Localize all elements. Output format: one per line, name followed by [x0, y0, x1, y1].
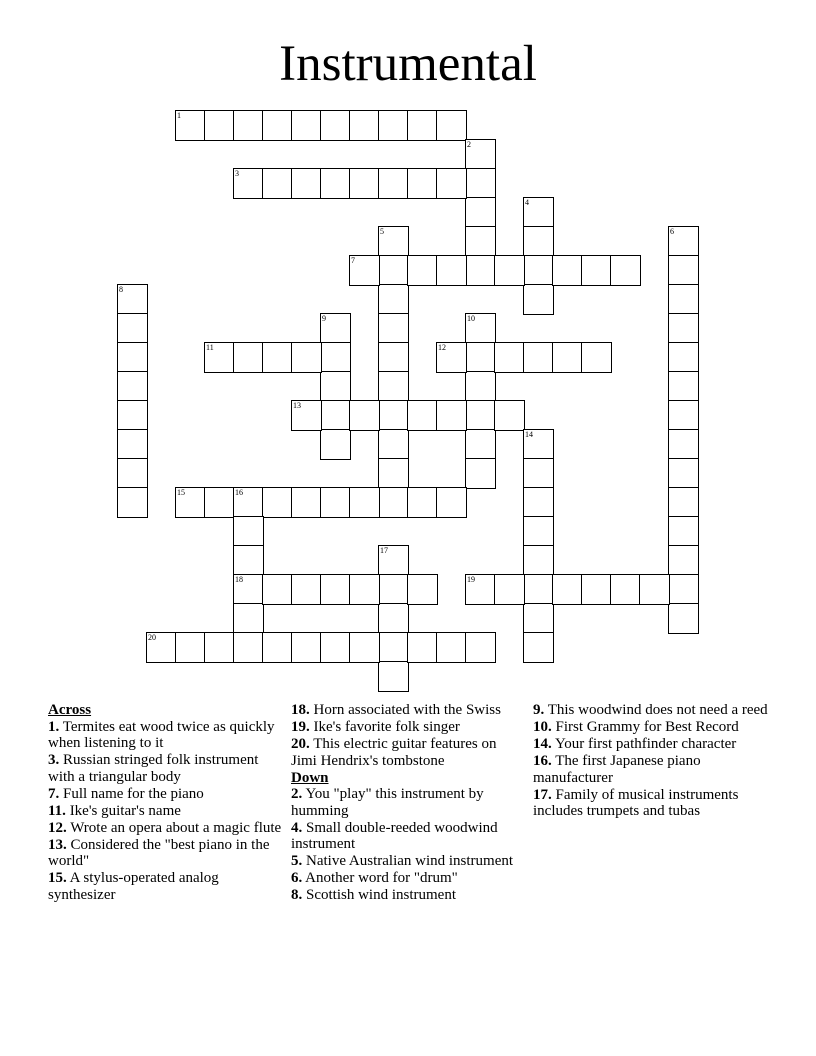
grid-cell[interactable] [117, 458, 148, 489]
grid-cell[interactable] [465, 429, 496, 460]
clue-num: 14. [533, 735, 552, 752]
clue-number: 18 [235, 575, 243, 584]
grid-cell[interactable] [117, 429, 148, 460]
grid-cell[interactable] [175, 110, 206, 141]
grid-cell[interactable] [320, 400, 351, 431]
clue-num: 1. [48, 718, 60, 735]
grid-cell[interactable] [204, 487, 235, 518]
clue-number: 15 [177, 488, 185, 497]
grid-cell[interactable] [436, 110, 467, 141]
down-clue [291, 853, 521, 870]
across-clue [48, 803, 283, 820]
grid-cell[interactable] [436, 400, 467, 431]
clue-number: 17 [380, 546, 388, 555]
clue-num: 10. [533, 718, 552, 735]
grid-cell[interactable] [523, 342, 554, 373]
grid-cell[interactable] [465, 371, 496, 402]
grid-cell[interactable] [465, 400, 496, 431]
across-clue [48, 719, 283, 752]
grid-cell[interactable] [291, 110, 322, 141]
clue-num: 20. [291, 735, 310, 752]
grid-cell[interactable] [668, 603, 699, 634]
down-clue [533, 736, 773, 753]
grid-cell[interactable] [523, 516, 554, 547]
grid-cell[interactable] [668, 545, 699, 576]
clue-num: 17. [533, 786, 552, 803]
grid-cell[interactable] [523, 545, 554, 576]
grid-cell[interactable] [291, 342, 322, 373]
down-clue [291, 870, 521, 887]
grid-cell[interactable] [117, 371, 148, 402]
clue-number: 14 [525, 430, 533, 439]
clue-number: 13 [293, 401, 301, 410]
clue-number: 1 [177, 111, 181, 120]
clue-num: 4. [291, 819, 303, 836]
grid-cell[interactable] [523, 197, 554, 228]
grid-cell[interactable] [668, 313, 699, 344]
grid-cell[interactable] [204, 632, 235, 663]
clue-number: 2 [467, 140, 471, 149]
across-clue [291, 719, 521, 736]
grid-cell[interactable] [262, 487, 293, 518]
clue-text: Your first pathfinder character [551, 735, 737, 752]
grid-cell[interactable] [117, 313, 148, 344]
grid-cell[interactable] [378, 313, 409, 344]
clue-text: First Grammy for Best Record [551, 718, 739, 735]
across-clue [48, 870, 283, 903]
grid-cell[interactable] [465, 139, 496, 170]
grid-cell[interactable] [465, 458, 496, 489]
grid-cell[interactable] [291, 487, 322, 518]
grid-cell[interactable] [523, 487, 554, 518]
clue-num: 8. [291, 887, 303, 904]
across-clue [48, 820, 283, 837]
across-clue [48, 752, 283, 785]
clue-num: 13. [48, 836, 67, 853]
clue-text: Ike's guitar's name [65, 802, 181, 819]
grid-cell[interactable] [465, 255, 496, 286]
across-heading: Across [48, 702, 92, 718]
grid-cell[interactable] [117, 487, 148, 518]
clue-text: Another word for "drum" [302, 870, 458, 887]
grid-cell[interactable] [523, 226, 554, 257]
grid-cell[interactable] [523, 284, 554, 315]
grid-cell[interactable] [668, 255, 699, 286]
grid-cell[interactable] [378, 400, 409, 431]
grid-cell[interactable] [378, 226, 409, 257]
grid-cell[interactable] [378, 284, 409, 315]
grid-cell[interactable] [320, 632, 351, 663]
grid-cell[interactable] [349, 400, 380, 431]
clue-num: 9. [533, 702, 545, 718]
grid-cell[interactable] [668, 487, 699, 518]
grid-cell[interactable] [494, 255, 525, 286]
clue-number: 9 [322, 314, 326, 323]
down-clue [533, 702, 773, 719]
clue-number: 11 [206, 343, 214, 352]
grid-cell[interactable] [378, 661, 409, 692]
grid-cell[interactable] [320, 110, 351, 141]
clue-number: 12 [438, 343, 446, 352]
grid-cell[interactable] [378, 603, 409, 634]
grid-cell[interactable] [233, 487, 264, 518]
clue-text: This electric guitar features on Jimi Hendrix's tombstone [291, 735, 497, 769]
grid-cell[interactable] [581, 574, 612, 605]
grid-cell[interactable] [291, 400, 322, 431]
grid-cell[interactable] [349, 632, 380, 663]
grid-cell[interactable] [436, 487, 467, 518]
clue-number: 3 [235, 169, 239, 178]
clue-number: 16 [235, 488, 243, 497]
clue-column-2 [291, 702, 521, 904]
grid-cell[interactable] [204, 342, 235, 373]
grid-cell[interactable] [320, 574, 351, 605]
grid-cell[interactable] [407, 574, 438, 605]
grid-cell[interactable] [117, 342, 148, 373]
clue-number: 7 [351, 256, 355, 265]
clue-text: Horn associated with the Swiss [309, 702, 501, 718]
clue-text: Ike's favorite folk singer [309, 718, 460, 735]
grid-cell[interactable] [291, 632, 322, 663]
grid-cell[interactable] [320, 168, 351, 199]
grid-cell[interactable] [320, 487, 351, 518]
clue-column-3 [533, 702, 773, 820]
grid-cell[interactable] [552, 574, 583, 605]
clue-num: 7. [48, 785, 60, 802]
grid-cell[interactable] [349, 487, 380, 518]
grid-cell[interactable] [407, 632, 438, 663]
grid-cell[interactable] [175, 487, 206, 518]
clue-text: Family of musical instruments includes trumpets and tubas [533, 786, 739, 820]
grid-cell[interactable] [407, 400, 438, 431]
clue-number: 4 [525, 198, 529, 207]
grid-cell[interactable] [523, 603, 554, 634]
grid-cell[interactable] [378, 487, 409, 518]
grid-cell[interactable] [552, 255, 583, 286]
grid-cell[interactable] [233, 342, 264, 373]
grid-cell[interactable] [610, 255, 641, 286]
clue-text: Native Australian wind instrument [302, 853, 514, 870]
clue-number: 6 [670, 227, 674, 236]
grid-cell[interactable] [581, 342, 612, 373]
clue-text: The first Japanese piano manufacturer [533, 752, 701, 786]
grid-cell[interactable] [407, 110, 438, 141]
grid-cell[interactable] [436, 168, 467, 199]
clue-text: Small double-reeded woodwind instrument [291, 819, 498, 853]
clue-number: 5 [380, 227, 384, 236]
clue-number: 19 [467, 575, 475, 584]
grid-cell[interactable] [668, 342, 699, 373]
grid-cell[interactable] [204, 110, 235, 141]
grid-cell[interactable] [262, 632, 293, 663]
clue-text: Considered the "best piano in the world" [48, 836, 270, 870]
grid-cell[interactable] [465, 342, 496, 373]
grid-cell[interactable] [407, 487, 438, 518]
clue-text: A stylus-operated analog synthesizer [48, 870, 219, 903]
grid-cell[interactable] [378, 342, 409, 373]
grid-cell[interactable] [465, 313, 496, 344]
clue-text: You "play" this instrument by humming [291, 786, 484, 819]
clue-num: 6. [291, 870, 303, 887]
grid-cell[interactable] [465, 168, 496, 199]
grid-cell[interactable] [349, 110, 380, 141]
grid-cell[interactable] [407, 168, 438, 199]
clue-num: 18. [291, 702, 310, 718]
down-clue [533, 787, 773, 820]
grid-cell[interactable] [262, 110, 293, 141]
grid-cell[interactable] [494, 400, 525, 431]
grid-cell[interactable] [494, 574, 525, 605]
clue-num: 15. [48, 870, 67, 887]
grid-cell[interactable] [233, 516, 264, 547]
grid-cell[interactable] [233, 574, 264, 605]
grid-cell[interactable] [436, 342, 467, 373]
grid-cell[interactable] [233, 632, 264, 663]
grid-cell[interactable] [523, 574, 554, 605]
grid-cell[interactable] [494, 342, 525, 373]
grid-cell[interactable] [668, 574, 699, 605]
grid-cell[interactable] [552, 342, 583, 373]
clue-text: Full name for the piano [59, 785, 204, 802]
grid-cell[interactable] [291, 168, 322, 199]
grid-cell[interactable] [117, 400, 148, 431]
grid-cell[interactable] [407, 255, 438, 286]
clue-num: 2. [291, 786, 303, 803]
grid-cell[interactable] [668, 371, 699, 402]
grid-cell[interactable] [320, 342, 351, 373]
down-heading: Down [291, 769, 329, 786]
clue-num: 12. [48, 819, 67, 836]
grid-cell[interactable] [378, 110, 409, 141]
grid-cell[interactable] [378, 429, 409, 460]
grid-cell[interactable] [378, 255, 409, 286]
grid-cell[interactable] [233, 168, 264, 199]
grid-cell[interactable] [291, 574, 322, 605]
grid-cell[interactable] [523, 429, 554, 460]
across-clue [291, 702, 521, 719]
grid-cell[interactable] [523, 632, 554, 663]
clue-num: 11. [48, 802, 66, 819]
clue-num: 19. [291, 718, 310, 735]
down-clue [291, 887, 521, 904]
down-clue [533, 753, 773, 786]
grid-cell[interactable] [610, 574, 641, 605]
grid-cell[interactable] [465, 632, 496, 663]
grid-cell[interactable] [378, 371, 409, 402]
grid-cell[interactable] [668, 429, 699, 460]
grid-cell[interactable] [146, 632, 177, 663]
down-clue [533, 719, 773, 736]
down-clue [291, 786, 521, 819]
grid-cell[interactable] [668, 226, 699, 257]
grid-cell[interactable] [668, 400, 699, 431]
clue-text: Wrote an opera about a magic flute [66, 819, 282, 836]
clue-text: Scottish wind instrument [302, 887, 456, 904]
across-clue [48, 837, 283, 870]
grid-cell[interactable] [436, 255, 467, 286]
grid-cell[interactable] [668, 458, 699, 489]
clue-column-1 [48, 702, 283, 904]
grid-cell[interactable] [581, 255, 612, 286]
clue-text: Russian stringed folk instrument with a triangular body [48, 752, 259, 785]
grid-cell[interactable] [639, 574, 670, 605]
grid-cell[interactable] [117, 284, 148, 315]
grid-cell[interactable] [668, 516, 699, 547]
grid-cell[interactable] [349, 574, 380, 605]
grid-cell[interactable] [523, 255, 554, 286]
clue-number: 20 [148, 633, 156, 642]
grid-cell[interactable] [436, 632, 467, 663]
grid-cell[interactable] [378, 574, 409, 605]
grid-cell[interactable] [320, 429, 351, 460]
grid-cell[interactable] [262, 168, 293, 199]
down-clue [291, 820, 521, 853]
grid-cell[interactable] [465, 197, 496, 228]
grid-cell[interactable] [320, 313, 351, 344]
grid-cell[interactable] [175, 632, 206, 663]
across-clue [48, 786, 283, 803]
grid-cell[interactable] [465, 574, 496, 605]
grid-cell[interactable] [378, 458, 409, 489]
across-clue [291, 736, 521, 769]
grid-cell[interactable] [233, 110, 264, 141]
grid-cell[interactable] [349, 255, 380, 286]
grid-cell[interactable] [233, 603, 264, 634]
clue-num: 5. [291, 853, 303, 870]
grid-cell[interactable] [465, 226, 496, 257]
puzzle-title: Instrumental [279, 36, 537, 92]
clue-num: 3. [48, 752, 60, 769]
clue-number: 8 [119, 285, 123, 294]
clue-num: 16. [533, 752, 552, 769]
grid-cell[interactable] [233, 545, 264, 576]
grid-cell[interactable] [378, 168, 409, 199]
grid-cell[interactable] [378, 545, 409, 576]
grid-cell[interactable] [668, 284, 699, 315]
clue-text: This woodwind does not need a reed [544, 702, 768, 718]
grid-cell[interactable] [523, 458, 554, 489]
clue-text: Termites eat wood twice as quickly when listening to it [48, 718, 275, 752]
clue-number: 10 [467, 314, 475, 323]
grid-cell[interactable] [320, 371, 351, 402]
grid-cell[interactable] [262, 342, 293, 373]
grid-cell[interactable] [262, 574, 293, 605]
grid-cell[interactable] [378, 632, 409, 663]
grid-cell[interactable] [349, 168, 380, 199]
